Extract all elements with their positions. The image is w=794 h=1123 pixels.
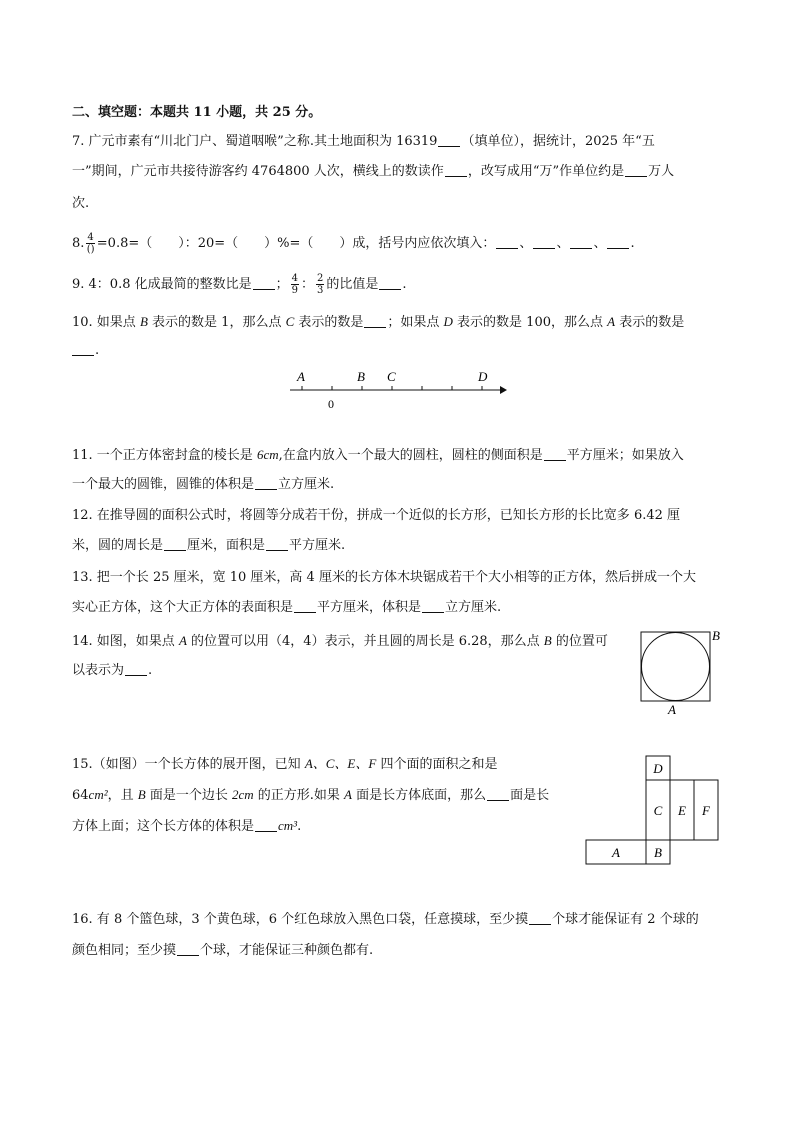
point-label: A [178, 633, 187, 648]
text: 表示的数是 1，那么点 [147, 315, 286, 330]
fraction-numerator: 4 [291, 273, 299, 284]
answer-blank[interactable] [72, 343, 94, 356]
fraction-numerator: 4 [87, 232, 94, 243]
answer-blank[interactable] [422, 600, 444, 613]
text: 平方厘米；如果放入 [566, 448, 684, 463]
answer-blank[interactable] [364, 315, 386, 328]
text: 平方厘米，体积是 [317, 600, 422, 615]
text: 的正方形.如果 [253, 788, 345, 803]
answer-blank[interactable] [266, 538, 288, 551]
face-b-label: B [654, 845, 662, 860]
answer-blank[interactable] [607, 236, 629, 249]
axis-label-b: B [357, 369, 365, 384]
question-9 [72, 273, 407, 296]
point-label: B [139, 314, 148, 329]
answer-blank[interactable] [255, 477, 277, 490]
point-label: A [607, 314, 616, 329]
text: 表示的数是 100，那么点 [452, 315, 608, 330]
answer-blank[interactable] [164, 538, 186, 551]
answer-blank[interactable] [438, 134, 460, 147]
text: 11. 一个正方体密封盒的棱长是 [72, 448, 257, 463]
text: ,在盒内放入一个最大的圆柱，圆柱的侧面积是 [278, 448, 543, 463]
circle-in-square-figure [632, 626, 732, 718]
text: 的位置可以用（4，4）表示，并且圆的周长是 6.28，那么点 [186, 634, 544, 649]
question-7-line-1 [72, 133, 655, 151]
text: cm² [88, 787, 108, 802]
point-a-label: A [668, 702, 676, 717]
number-line-ticks [302, 386, 482, 390]
text: 8. [72, 236, 85, 251]
answer-blank[interactable] [125, 663, 147, 676]
text: 立方厘米. [278, 477, 335, 492]
text: 、 [519, 236, 533, 251]
arrow-right-icon [500, 386, 507, 394]
question-14-line-1 [72, 632, 608, 651]
text: 一”期间，广元市共接待游客约 4764800 人次，横线上的数读作 [72, 164, 444, 179]
axis-label-d: D [478, 369, 488, 384]
text: （填单位），据统计，2025 年“五 [461, 134, 655, 149]
text: 7. 广元市素有“川北门户、蜀道咽喉”之称.其土地面积为 16319 [72, 134, 438, 149]
text: A、C、E、F [304, 756, 377, 771]
fraction-denominator: 3 [317, 285, 324, 296]
text: 、 [556, 236, 570, 251]
text: ： [301, 277, 315, 292]
answer-blank[interactable] [533, 236, 555, 249]
axis-label-zero: 0 [328, 397, 334, 411]
answer-blank[interactable] [255, 819, 277, 832]
text: cm³ [278, 818, 298, 833]
point-label: D [443, 314, 453, 329]
fraction-denominator: () [86, 244, 95, 255]
number-line-figure [285, 365, 510, 415]
text: 面是长 [510, 788, 550, 803]
text: 、 [593, 236, 607, 251]
text: 厘米，面积是 [187, 538, 266, 553]
text: 面是长方体底面，那么 [352, 788, 487, 803]
text: B [137, 787, 146, 802]
text: 米，圆的周长是 [72, 538, 164, 553]
text: 表示的数是 [294, 315, 364, 330]
answer-blank[interactable] [487, 788, 509, 801]
circle-shape [642, 633, 710, 701]
text: 四个面的面积之和是 [376, 757, 498, 772]
face-d-label: D [653, 761, 663, 776]
question-11-line-1 [72, 446, 684, 465]
text: . [402, 277, 407, 292]
answer-blank[interactable] [529, 912, 551, 925]
question-15-line-1 [72, 755, 497, 774]
question-16-line-1 [72, 911, 699, 929]
text: 一个最大的圆锥，圆锥的体积是 [72, 477, 255, 492]
text: ，且 [107, 788, 138, 803]
face-e-label: E [678, 803, 686, 818]
axis-label-c: C [387, 369, 396, 384]
text: =0.8=（ ）：20=（ ）%=（ ）成，括号内应依次填入： [96, 236, 496, 251]
fraction [86, 232, 94, 255]
question-10-line-2 [72, 342, 99, 360]
text: . [148, 663, 153, 678]
text: 6cm [256, 447, 279, 462]
text: 实心正方体，这个大正方体的表面积是 [72, 600, 294, 615]
question-10-line-1 [72, 313, 684, 332]
point-label: C [285, 314, 295, 329]
question-16-line-2 [72, 942, 373, 960]
question-8 [72, 232, 635, 255]
answer-blank[interactable] [379, 277, 401, 290]
text: 2cm [231, 787, 254, 802]
axis-label-a: A [297, 369, 305, 384]
cuboid-net-figure [584, 755, 724, 867]
text: 的位置可 [551, 634, 608, 649]
question-13-line-2 [72, 599, 501, 617]
text: 10. 如果点 [72, 315, 140, 330]
fraction [316, 273, 324, 296]
text: ；如果点 [387, 315, 444, 330]
question-7-line-2 [72, 163, 674, 181]
text: 个球才能保证有 2 个球的 [552, 912, 699, 927]
text: . [297, 819, 302, 834]
text: ； [275, 277, 289, 292]
text: 15.（如图）一个长方体的展开图，已知 [72, 757, 305, 772]
text: 以表示为 [72, 663, 125, 678]
answer-blank[interactable] [570, 236, 592, 249]
text: 16. 有 8 个篮色球，3 个黄色球，6 个红色球放入黑色口袋，任意摸球，至少摸 [72, 912, 529, 927]
fraction-numerator: 2 [317, 273, 324, 284]
answer-blank[interactable] [445, 164, 467, 177]
point-b-label: B [712, 628, 720, 643]
text: 14. 如图，如果点 [72, 634, 179, 649]
point-label: B [543, 633, 552, 648]
answer-blank[interactable] [177, 943, 199, 956]
text: 方体上面；这个长方体的体积是 [72, 819, 255, 834]
text: . [630, 236, 635, 251]
text: 64 [72, 788, 89, 803]
answer-blank[interactable] [496, 236, 518, 249]
text: 万人 [648, 164, 675, 179]
text: 面是一个边长 [145, 788, 232, 803]
text: . [95, 343, 100, 358]
text: ，改写成用“万”作单位约是 [467, 164, 625, 179]
text: 的比值是 [326, 277, 379, 292]
answer-blank[interactable] [544, 448, 566, 461]
answer-blank[interactable] [294, 600, 316, 613]
question-11-line-2 [72, 476, 334, 494]
face-f-label: F [702, 803, 710, 818]
question-12-line-1: 12. 在推导圆的面积公式时，将圆等分成若干份，拼成一个近似的长方形，已知长方形的长比宽多 6.42 厘 [72, 508, 681, 523]
question-12-line-2 [72, 537, 345, 555]
answer-blank[interactable] [625, 164, 647, 177]
text: A [344, 787, 352, 802]
question-14-line-2 [72, 662, 152, 680]
question-7-line-3: 次. [72, 196, 90, 211]
fraction [291, 273, 299, 296]
question-15-line-2 [72, 786, 549, 805]
text: 颜色相同；至少摸 [72, 943, 177, 958]
text: 9. 4：0.8 化成最简的整数比是 [72, 277, 252, 292]
question-15-line-3 [72, 817, 301, 836]
question-13-line-1: 13. 把一个长 25 厘米，宽 10 厘米，高 4 厘米的长方体木块锯成若干个大小相等的正方体，然后拼成一个大 [72, 570, 696, 585]
text: 立方厘米. [445, 600, 502, 615]
text: 个球，才能保证三种颜色都有. [200, 943, 374, 958]
text: 平方厘米. [289, 538, 346, 553]
face-c-label: C [653, 803, 663, 818]
answer-blank[interactable] [253, 277, 275, 290]
fraction-denominator: 9 [291, 285, 299, 296]
text: 表示的数是 [615, 315, 685, 330]
face-a-label: A [612, 845, 620, 860]
section-title: 二、填空题：本题共 11 小题，共 25 分。 [72, 105, 322, 120]
